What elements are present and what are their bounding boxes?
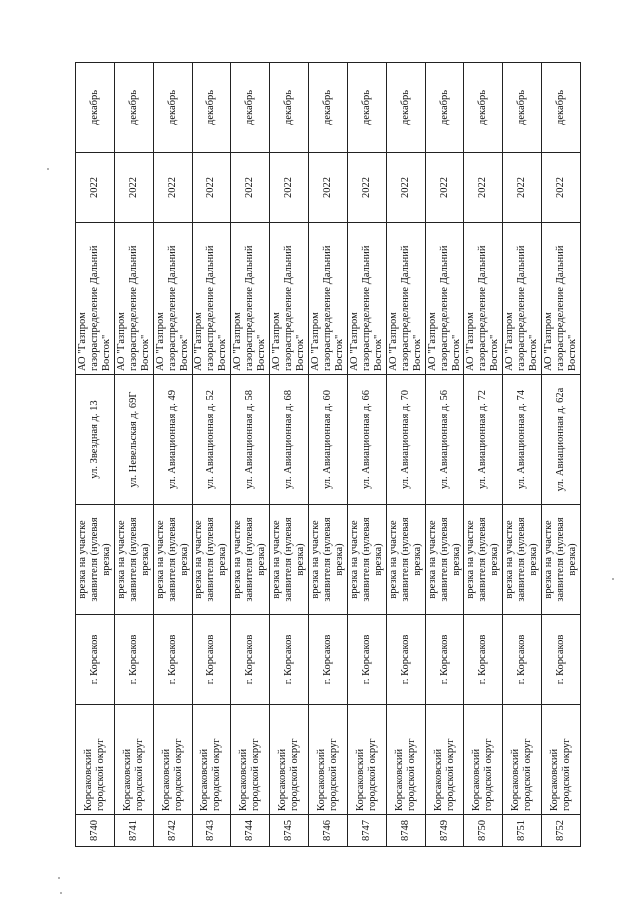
row-number: 8750 [464, 815, 503, 847]
address-cell: ул. Авиационная д. 62а [542, 375, 581, 505]
city-cell: г. Корсаков [231, 615, 270, 705]
year-cell: 2022 [386, 153, 425, 223]
month-cell: декабрь [114, 63, 153, 153]
row-number: 8749 [425, 815, 464, 847]
year-cell: 2022 [503, 153, 542, 223]
connection-type-cell: врезка на участке заявителя (нулевая врезка) [425, 505, 464, 615]
year-cell: 2022 [347, 153, 386, 223]
organization-cell: АО "Газпром газораспределение Дальний Восток" [76, 223, 115, 375]
city-cell: г. Корсаков [309, 615, 348, 705]
row-number: 8746 [309, 815, 348, 847]
connection-type-cell: врезка на участке заявителя (нулевая врезка) [270, 505, 309, 615]
month-cell: декабрь [192, 63, 231, 153]
address-cell: ул. Авиационная д. 68 [270, 375, 309, 505]
connection-type-cell: врезка на участке заявителя (нулевая врезка) [386, 505, 425, 615]
table-row [347, 63, 386, 847]
address-cell: ул. Невельская д. 69Г [114, 375, 153, 505]
table-row [425, 63, 464, 847]
table-row [464, 63, 503, 847]
city-cell: г. Корсаков [542, 615, 581, 705]
row-number: 8751 [503, 815, 542, 847]
district-cell: Корсаковский городской округ [542, 705, 581, 815]
address-cell: ул. Авиационная д. 52 [192, 375, 231, 505]
city-cell: г. Корсаков [270, 615, 309, 705]
connection-type-cell: врезка на участке заявителя (нулевая врезка) [192, 505, 231, 615]
connection-type-cell: врезка на участке заявителя (нулевая врезка) [231, 505, 270, 615]
address-cell: ул. Авиационная д. 74 [503, 375, 542, 505]
organization-cell: АО "Газпром газораспределение Дальний Восток" [347, 223, 386, 375]
table-row [270, 63, 309, 847]
connection-type-cell: врезка на участке заявителя (нулевая врезка) [542, 505, 581, 615]
table-row [153, 63, 192, 847]
table-row [503, 63, 542, 847]
year-cell: 2022 [309, 153, 348, 223]
month-cell: декабрь [464, 63, 503, 153]
row-number: 8752 [542, 815, 581, 847]
row-number: 8743 [192, 815, 231, 847]
scan-speck [60, 892, 62, 894]
month-cell: декабрь [153, 63, 192, 153]
row-number: 8741 [114, 815, 153, 847]
city-cell: г. Корсаков [192, 615, 231, 705]
organization-cell: АО "Газпром газораспределение Дальний Восток" [309, 223, 348, 375]
row-number: 8742 [153, 815, 192, 847]
district-cell: Корсаковский городской округ [347, 705, 386, 815]
connection-type-cell: врезка на участке заявителя (нулевая врезка) [309, 505, 348, 615]
year-cell: 2022 [542, 153, 581, 223]
organization-cell: АО "Газпром газораспределение Дальний Восток" [270, 223, 309, 375]
district-cell: Корсаковский городской округ [153, 705, 192, 815]
city-cell: г. Корсаков [425, 615, 464, 705]
month-cell: декабрь [270, 63, 309, 153]
connection-type-cell: врезка на участке заявителя (нулевая врезка) [503, 505, 542, 615]
address-cell: ул. Авиационная д. 60 [309, 375, 348, 505]
table-row [231, 63, 270, 847]
organization-cell: АО "Газпром газораспределение Дальний Восток" [503, 223, 542, 375]
connection-type-cell: врезка на участке заявителя (нулевая врезка) [464, 505, 503, 615]
table-row [192, 63, 231, 847]
organization-cell: АО "Газпром газораспределение Дальний Восток" [153, 223, 192, 375]
address-cell: ул. Звездная д. 13 [76, 375, 115, 505]
month-cell: декабрь [503, 63, 542, 153]
city-cell: г. Корсаков [114, 615, 153, 705]
connection-type-cell: врезка на участке заявителя (нулевая врезка) [347, 505, 386, 615]
year-cell: 2022 [153, 153, 192, 223]
rotated-table-wrapper [75, 63, 581, 847]
month-cell: декабрь [386, 63, 425, 153]
district-cell: Корсаковский городской округ [309, 705, 348, 815]
year-cell: 2022 [114, 153, 153, 223]
gas-connection-table [75, 62, 581, 847]
district-cell: Корсаковский городской округ [270, 705, 309, 815]
year-cell: 2022 [192, 153, 231, 223]
connection-type-cell: врезка на участке заявителя (нулевая врезка) [76, 505, 115, 615]
scan-speck [58, 877, 60, 879]
row-number: 8740 [76, 815, 115, 847]
district-cell: Корсаковский городской округ [464, 705, 503, 815]
city-cell: г. Корсаков [503, 615, 542, 705]
table-row [386, 63, 425, 847]
row-number: 8745 [270, 815, 309, 847]
connection-type-cell: врезка на участке заявителя (нулевая врезка) [114, 505, 153, 615]
address-cell: ул. Авиационная д. 72 [464, 375, 503, 505]
month-cell: декабрь [231, 63, 270, 153]
address-cell: ул. Авиационная д. 70 [386, 375, 425, 505]
connection-type-cell: врезка на участке заявителя (нулевая врезка) [153, 505, 192, 615]
organization-cell: АО "Газпром газораспределение Дальний Восток" [114, 223, 153, 375]
district-cell: Корсаковский городской округ [503, 705, 542, 815]
table-body [76, 63, 581, 847]
district-cell: Корсаковский городской округ [425, 705, 464, 815]
district-cell: Корсаковский городской округ [192, 705, 231, 815]
table-row [76, 63, 115, 847]
organization-cell: АО "Газпром газораспределение Дальний Восток" [192, 223, 231, 375]
organization-cell: АО "Газпром газораспределение Дальний Восток" [542, 223, 581, 375]
city-cell: г. Корсаков [76, 615, 115, 705]
year-cell: 2022 [425, 153, 464, 223]
city-cell: г. Корсаков [153, 615, 192, 705]
district-cell: Корсаковский городской округ [231, 705, 270, 815]
city-cell: г. Корсаков [386, 615, 425, 705]
district-cell: Корсаковский городской округ [76, 705, 115, 815]
organization-cell: АО "Газпром газораспределение Дальний Восток" [386, 223, 425, 375]
table-row [309, 63, 348, 847]
month-cell: декабрь [347, 63, 386, 153]
year-cell: 2022 [231, 153, 270, 223]
address-cell: ул. Авиационная д. 49 [153, 375, 192, 505]
district-cell: Корсаковский городской округ [114, 705, 153, 815]
address-cell: ул. Авиационная д. 66 [347, 375, 386, 505]
city-cell: г. Корсаков [347, 615, 386, 705]
address-cell: ул. Авиационная д. 58 [231, 375, 270, 505]
table-row [542, 63, 581, 847]
year-cell: 2022 [76, 153, 115, 223]
row-number: 8744 [231, 815, 270, 847]
scan-speck [612, 578, 614, 580]
city-cell: г. Корсаков [464, 615, 503, 705]
organization-cell: АО "Газпром газораспределение Дальний Восток" [231, 223, 270, 375]
organization-cell: АО "Газпром газораспределение Дальний Восток" [425, 223, 464, 375]
month-cell: декабрь [76, 63, 115, 153]
scan-speck [47, 168, 49, 170]
address-cell: ул. Авиационная д. 56 [425, 375, 464, 505]
month-cell: декабрь [309, 63, 348, 153]
organization-cell: АО "Газпром газораспределение Дальний Восток" [464, 223, 503, 375]
row-number: 8748 [386, 815, 425, 847]
year-cell: 2022 [270, 153, 309, 223]
district-cell: Корсаковский городской округ [386, 705, 425, 815]
year-cell: 2022 [464, 153, 503, 223]
row-number: 8747 [347, 815, 386, 847]
month-cell: декабрь [542, 63, 581, 153]
month-cell: декабрь [425, 63, 464, 153]
table-row [114, 63, 153, 847]
